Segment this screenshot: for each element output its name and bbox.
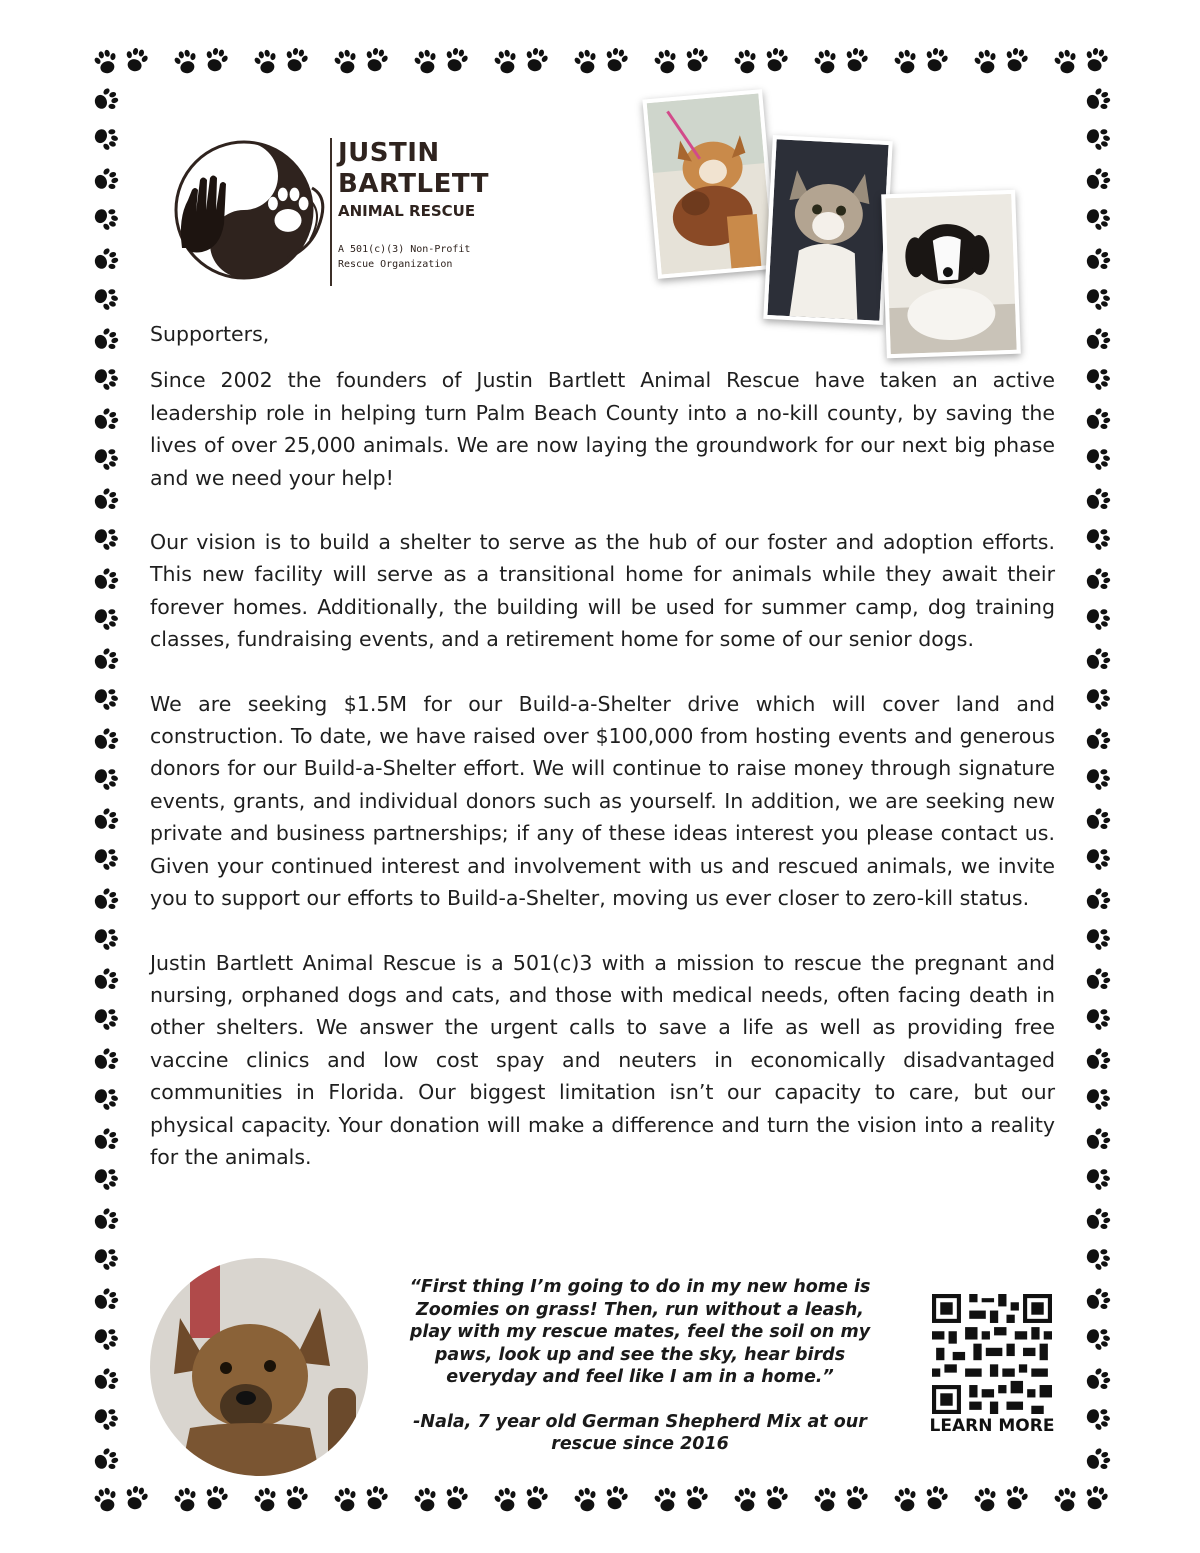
letter-paragraph: We are seeking $1.5M for our Build-a-Shelter drive which will cover land and construction. To date, we have raised over $100,000 from hosting events and generous donors for our Build-a-Shelter effort. We will continue to raise money through signature events, grants, and individual donors such as yourself. In addition, we are seeking new private and business partnerships; if any of these ideas interest you please contact us. Given your continued interest and involvement with us and rescued animals, we invite you to support our efforts to Build-a-Shelter, moving us ever closer to zero-kill status. bbox=[150, 691, 1055, 911]
paw-border-top bbox=[88, 40, 1116, 84]
quote-text: “First thing I’m going to do in my new home is Zoomies on grass! Then, run without a leash, play with my rescue mates, feel the soil on my paws, look up and see the sky, hear birds everyday and feel like I am in a home.” bbox=[409, 1277, 871, 1387]
letter-paragraph: Justin Bartlett Animal Rescue is a 501(c)3 with a mission to rescue the pregnant and nursing, orphaned dogs and cats, and those with medical needs, often facing death in other shelters. We answer the urgent calls to save a life as well as providing free vaccine clinics and low cost spay and neuters in economically disadvantaged communities in Florida. Our biggest limitation isn’t our capacity to care, but our physical capacity. Your donation will make a difference and turn the vision into a reality for the animals. bbox=[150, 950, 1055, 1169]
logo-tagline bbox=[338, 242, 498, 272]
logo-tagline-line2: Rescue Organization bbox=[338, 259, 453, 270]
letter-paragraph: Our vision is to build a shelter to serve as the hub of our foster and adoption efforts. This new facility will serve as a transitional home for animals while they await their forever homes. Additionally, the building will be used for summer camp, dog training classes, fundraising events, and a retirement home for some of our senior dogs. bbox=[150, 530, 1055, 652]
cat-photo bbox=[763, 135, 892, 325]
logo-divider bbox=[330, 138, 332, 286]
logo-name-line2: BARTLETT bbox=[338, 169, 489, 199]
dog-with-toy-photo bbox=[642, 89, 777, 279]
quote-attribution: -Nala, 7 year old German Shepherd Mix at our rescue since 2016 bbox=[413, 1411, 867, 1454]
learn-more-label[interactable]: LEARN MORE bbox=[929, 1416, 1055, 1436]
letter-paragraph: Since 2002 the founders of Justin Bartlett Animal Rescue have taken an active leadership role in helping turn Palm Beach County into a no-kill county, by saving the lives of over 25,000 animals. We are now laying the groundwork for our next big phase and we need your help! bbox=[150, 368, 1055, 490]
testimonial-quote bbox=[400, 1276, 880, 1456]
paw-border-bottom bbox=[88, 1478, 1116, 1522]
paw-print-icon bbox=[88, 40, 1116, 84]
paw-print-icon bbox=[88, 1478, 1116, 1522]
letter-body bbox=[150, 318, 1055, 1205]
salutation: Supporters, bbox=[150, 322, 270, 346]
paw-print-icon bbox=[1076, 84, 1120, 1476]
paw-print-icon bbox=[84, 84, 128, 1476]
logo-text bbox=[338, 138, 498, 272]
logo-name-line1: JUSTIN bbox=[338, 138, 440, 168]
logo-tagline-line1: A 501(c)(3) Non-Profit bbox=[338, 244, 471, 255]
qr-code-icon[interactable] bbox=[932, 1294, 1052, 1414]
paw-border-left bbox=[84, 84, 128, 1476]
paw-border-right bbox=[1076, 84, 1120, 1476]
nala-dog-photo bbox=[150, 1258, 368, 1476]
logo-name-line3: ANIMAL RESCUE bbox=[338, 202, 476, 220]
